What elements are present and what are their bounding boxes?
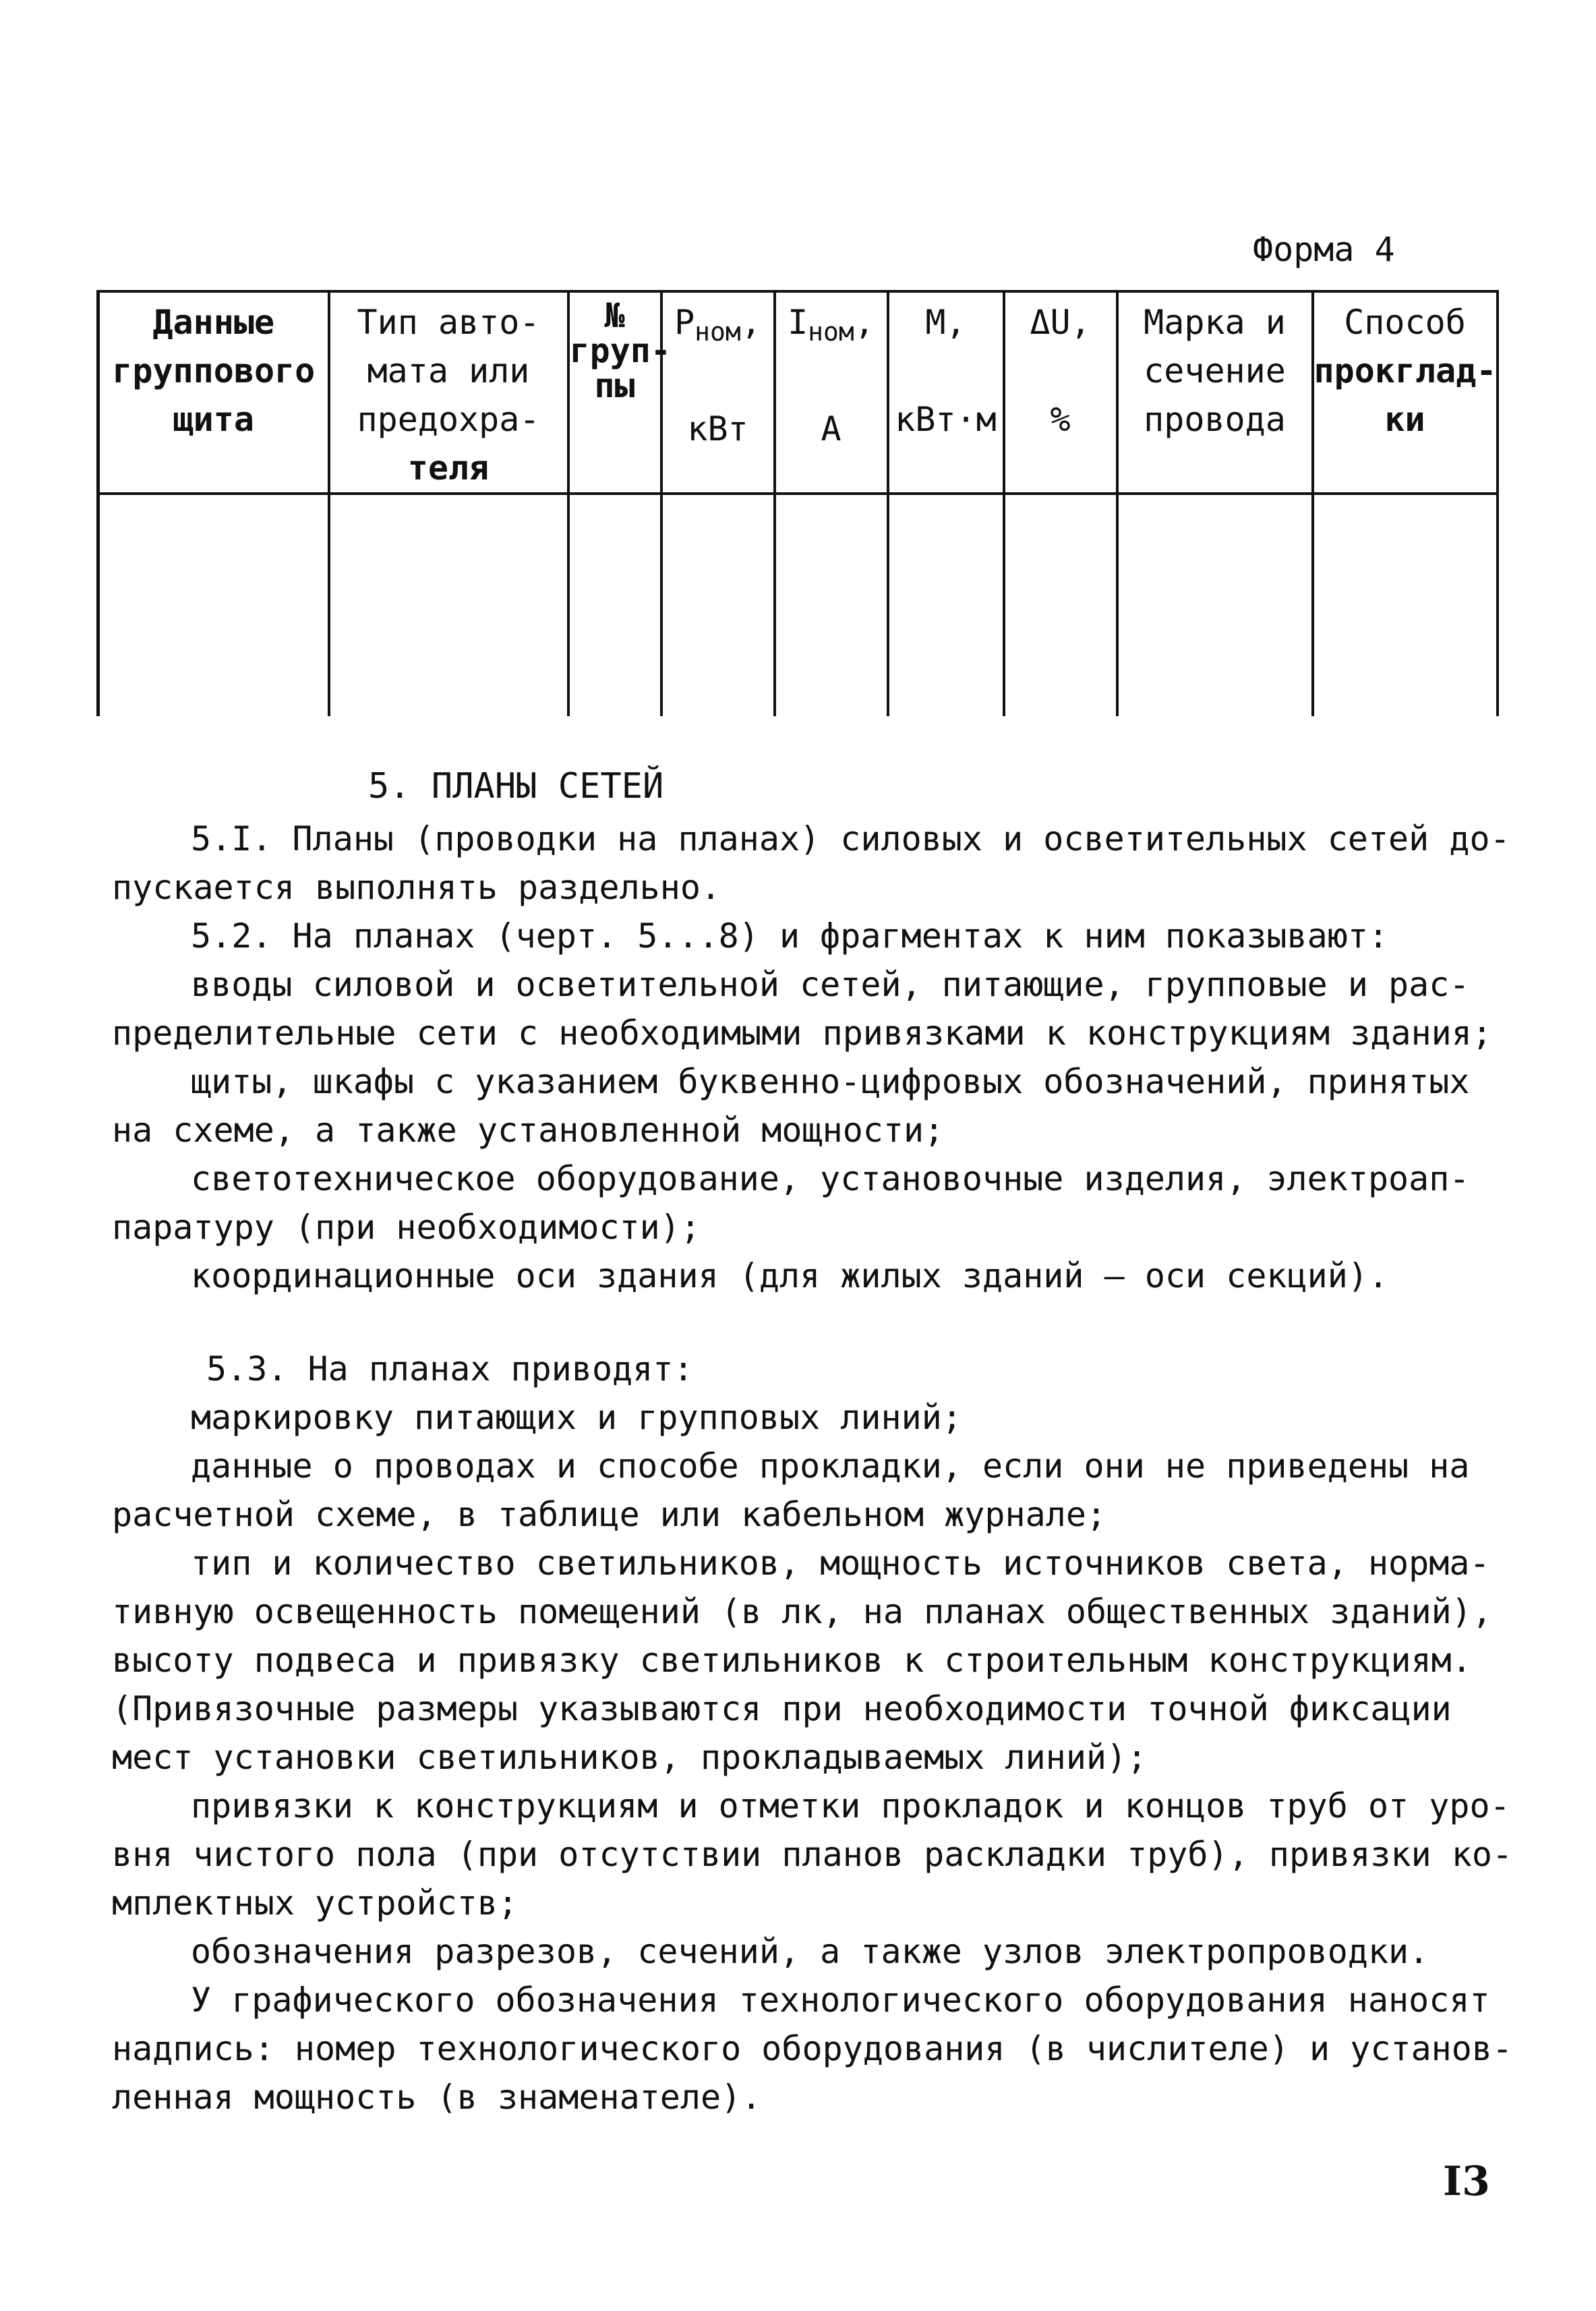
text-line: паратуру (при необходимости); — [112, 1208, 701, 1247]
text-line: привязки к конструкциям и отметки прокладок и концов труб от уро- — [191, 1786, 1510, 1825]
text-line: расчетной схеме, в таблице или кабельном журнале; — [112, 1495, 1107, 1534]
section-paragraphs-2 — [112, 1345, 1513, 2122]
text-line: на схеме, а также установленной мощности; — [112, 1111, 945, 1150]
text-line: мест установки светильников, прокладываемых линий); — [112, 1738, 1148, 1777]
text-line: координационные оси здания (для жилых зданий – оси секций). — [191, 1256, 1389, 1295]
table-cell — [775, 494, 888, 716]
text-line: 5.3. На планах приводят: — [206, 1349, 694, 1388]
page-number: I3 — [1443, 2158, 1490, 2205]
text-line: щиты, шкафы с указанием буквенно-цифровых обозначений, принятых — [191, 1062, 1470, 1101]
header-breaker-type: Тип авто- мата или предохра- теля — [329, 291, 568, 494]
section-text — [112, 762, 1513, 2122]
table-header-row — [98, 291, 1498, 494]
table-cell — [1004, 494, 1117, 716]
text-line: вня чистого пола (при отсутствии планов раскладки труб), привязки ко- — [112, 1835, 1513, 1874]
text-line: 5.2. На планах (черт. 5...8) и фрагментах к ним показывают: — [191, 916, 1389, 956]
table-cell — [568, 494, 661, 716]
header-rated-power: $P_{ном}$, кВт — [661, 291, 775, 494]
table-cell — [1117, 494, 1313, 716]
text-line: маркировку питающих и групповых линий; — [191, 1398, 962, 1437]
text-line: светотехническое оборудование, установочные изделия, электроап- — [191, 1159, 1470, 1198]
table-cell — [329, 494, 568, 716]
header-group-panel-data: Данные группового щита — [98, 291, 329, 494]
text-line: мплектных устройств; — [112, 1883, 519, 1923]
header-wire-grade: Марка и сечение провода — [1117, 291, 1313, 494]
text-line: вводы силовой и осветительной сетей, питающие, групповые и рас- — [191, 965, 1470, 1004]
text-line: пускается выполнять раздельно. — [112, 868, 721, 907]
text-line: тип и количество светильников, мощность источников света, норма- — [191, 1544, 1490, 1583]
header-group-number: № груп- пы — [568, 291, 661, 494]
text-line: (Привязочные размеры указываются при необходимости точной фиксации — [112, 1689, 1452, 1728]
text-line: надпись: номер технологического оборудования (в числителе) и установ- — [112, 2029, 1513, 2068]
header-rated-current: $I_{ном}$, А — [775, 291, 888, 494]
text-line: высоту подвеса и привязку светильников к строительным конструкциям. — [112, 1641, 1472, 1680]
form-label: Форма 4 — [1253, 230, 1395, 269]
header-voltage-drop: ΔU, % — [1004, 291, 1117, 494]
header-laying-method: Способ прокглад- ки — [1313, 291, 1498, 494]
form-4-table — [96, 290, 1499, 716]
text-line: 5.I. Планы (проводки на планах) силовых и осветительных сетей до- — [191, 819, 1510, 858]
text-line: пределительные сети с необходимыми привязками к конструкциям здания; — [112, 1014, 1492, 1053]
text-line: данные о проводах и способе прокладки, если они не приведены на — [191, 1446, 1470, 1486]
table-cell — [1313, 494, 1498, 716]
section-paragraphs-1 — [112, 815, 1510, 1300]
table-row — [98, 494, 1498, 716]
text-line: У графического обозначения технологического оборудования наносят — [191, 1981, 1490, 2020]
text-line: обозначения разрезов, сечений, а также узлов электропроводки. — [191, 1932, 1429, 1971]
table-cell — [661, 494, 775, 716]
section-heading: 5. ПЛАНЫ СЕТЕЙ — [368, 766, 664, 807]
table-cell — [98, 494, 329, 716]
paragraph-gap — [112, 1300, 1501, 1345]
table-cell — [888, 494, 1004, 716]
text-line: ленная мощность (в знаменателе). — [112, 2078, 762, 2117]
header-moment: M, кВт·м — [888, 291, 1004, 494]
text-line: тивную освещенность помещений (в лк, на планах общественных зданий), — [112, 1592, 1492, 1631]
